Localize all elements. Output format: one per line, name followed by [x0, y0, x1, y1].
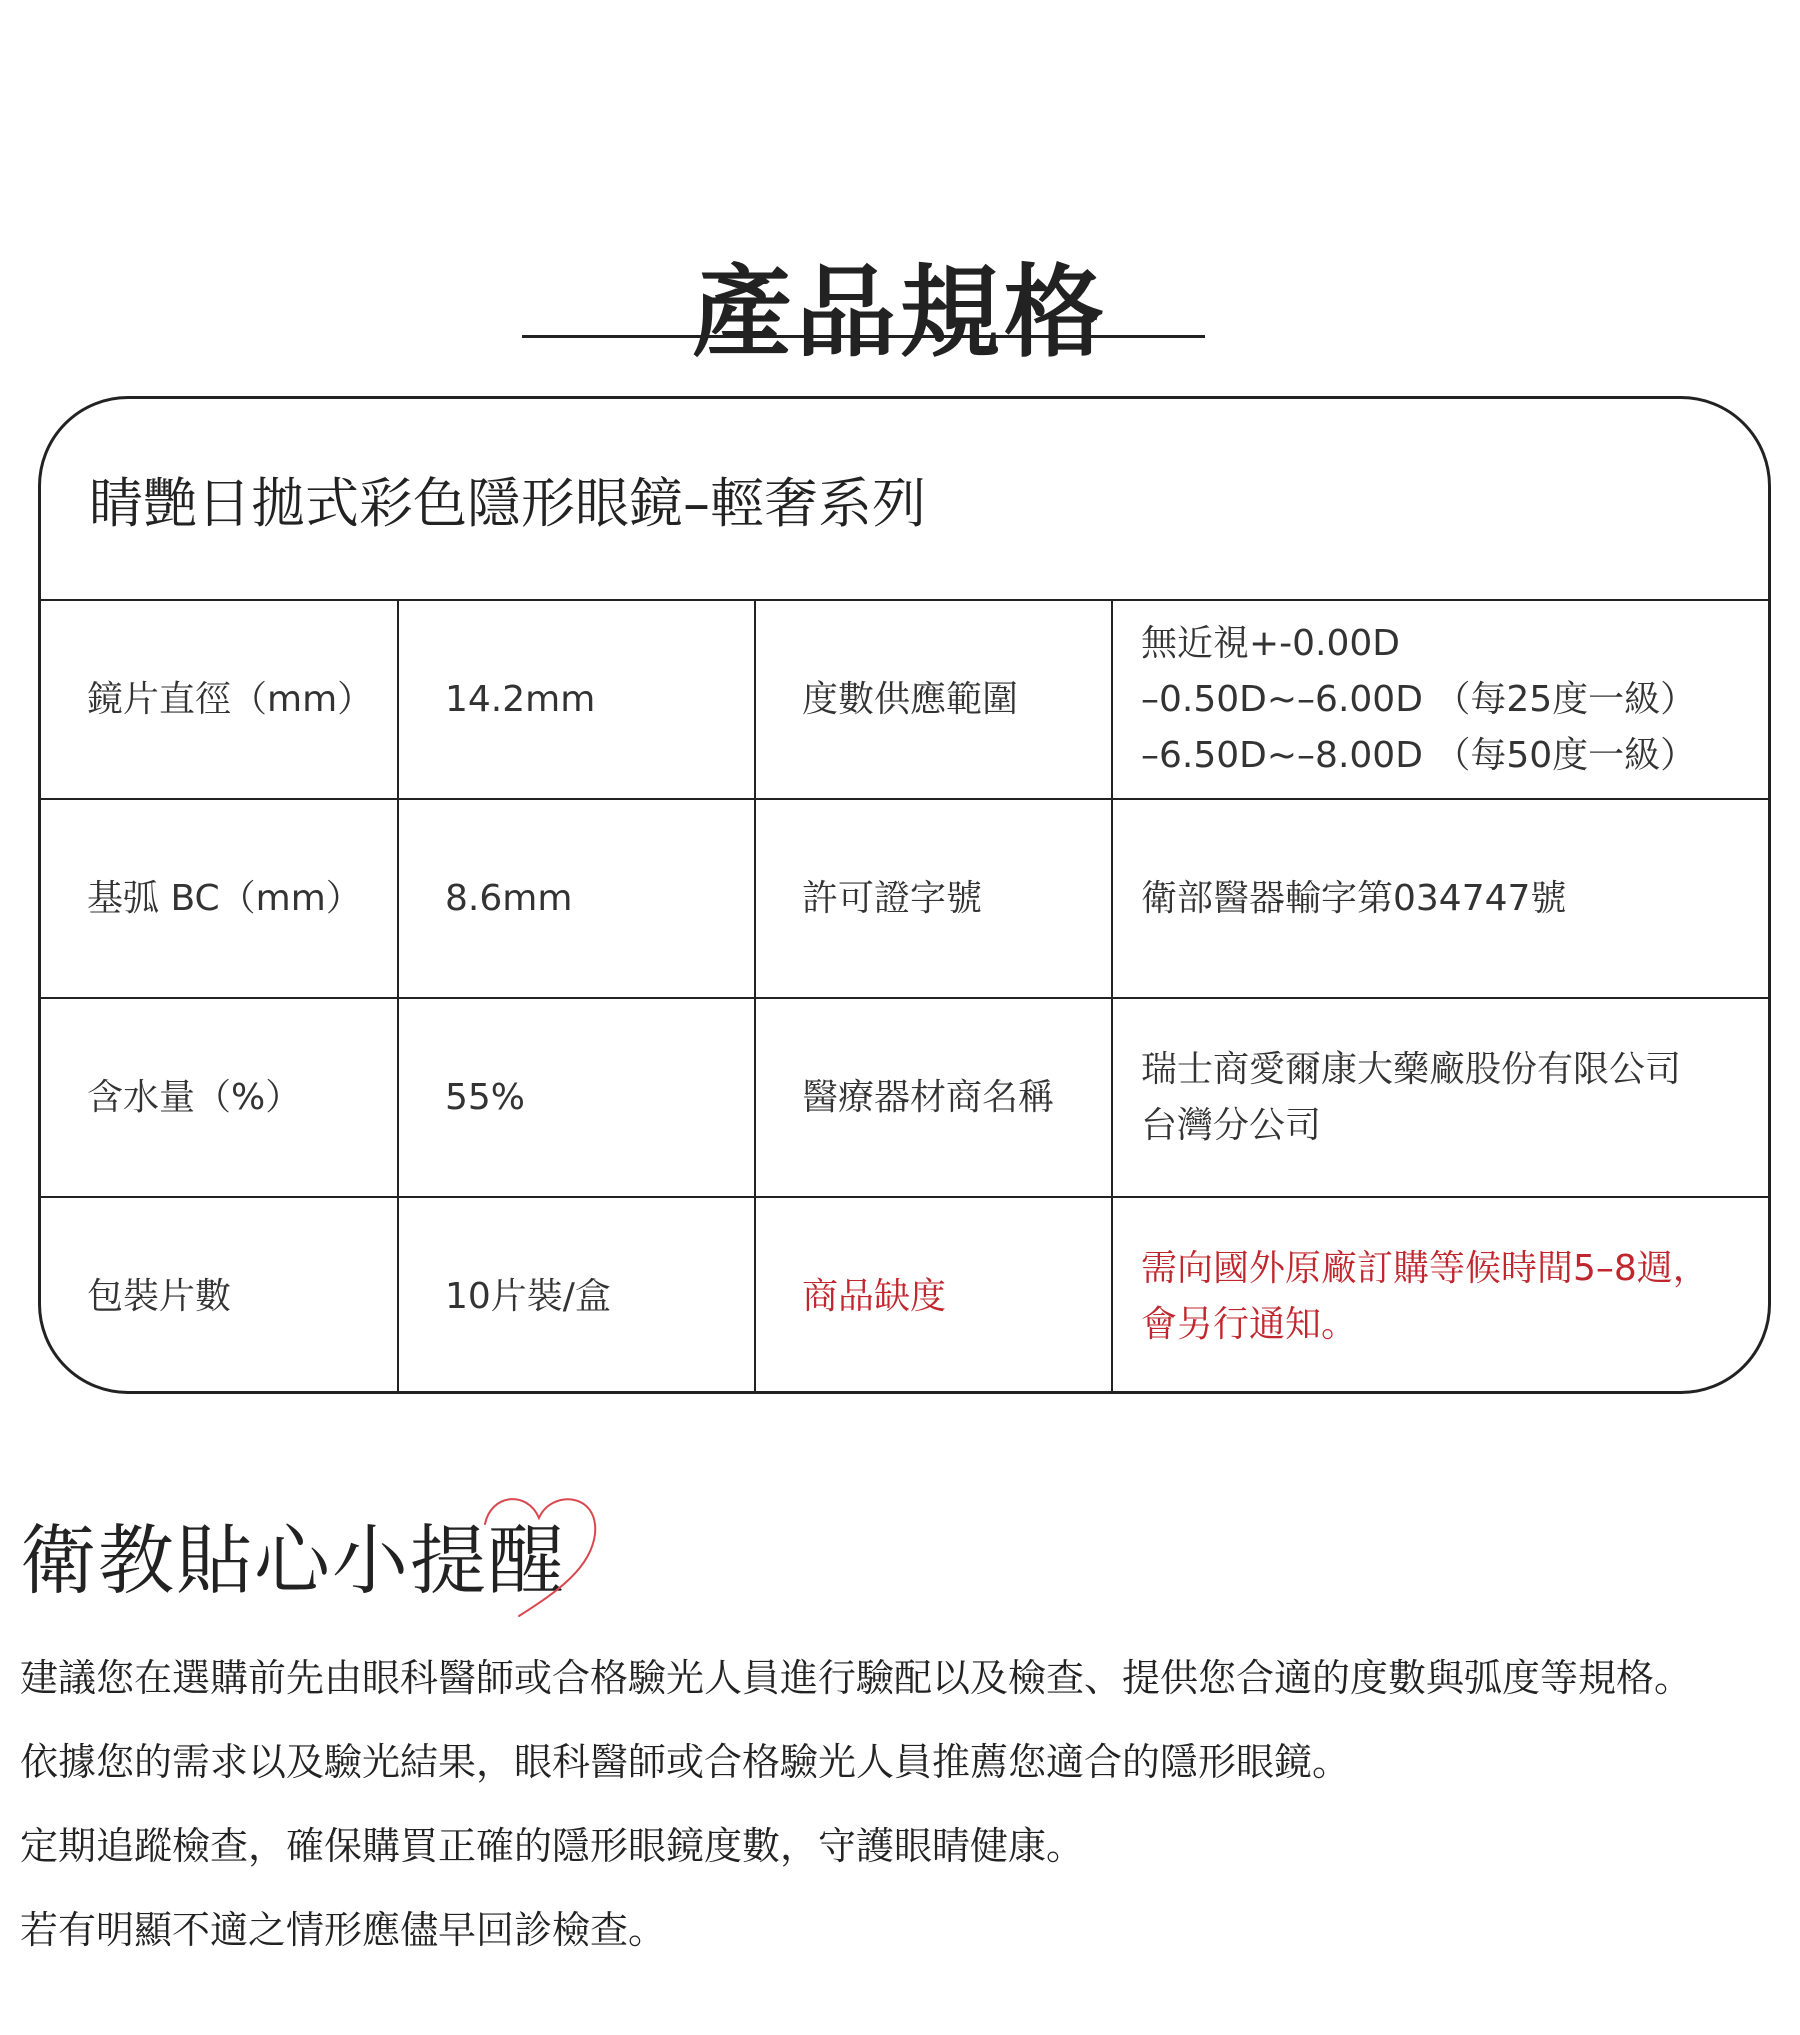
power-range-line: 無近視+-0.00D: [1141, 622, 1401, 664]
tips-heading-block: [20, 1488, 620, 1608]
spec-value-manufacturer: [1112, 998, 1771, 1197]
tips-heading: 衛教貼心小提醒: [20, 1516, 566, 1605]
spec-table: [41, 599, 1771, 1394]
spec-value-water-content: 55%: [398, 998, 755, 1197]
table-row: [41, 600, 1771, 799]
spec-label-pack-count: 包裝片數: [41, 1197, 398, 1394]
spec-value-out-of-stock-note: [1112, 1197, 1771, 1394]
tip-line: 定期追蹤檢查，確保購買正確的隱形眼鏡度數，守護眼睛健康。: [20, 1824, 1085, 1868]
table-row: [41, 799, 1771, 998]
table-row: [41, 1197, 1771, 1394]
product-name: 睛艷日拋式彩色隱形眼鏡–輕奢系列: [89, 472, 926, 535]
spec-card: [38, 396, 1771, 1394]
tip-line: 建議您在選購前先由眼科醫師或合格驗光人員進行驗配以及檢查、提供您合適的度數與弧度等規格。: [20, 1656, 1693, 1700]
spec-value-base-curve: 8.6mm: [398, 799, 755, 998]
power-range-line: –6.50D~–8.00D （每50度一級）: [1141, 734, 1697, 776]
tip-line: 若有明顯不適之情形應儘早回診檢查。: [20, 1908, 667, 1952]
stock-note-line: 會另行通知。: [1141, 1304, 1358, 1345]
spec-label-manufacturer: 醫療器材商名稱: [755, 998, 1112, 1197]
license-number-line: 衛部醫器輸字第034747號: [1141, 877, 1567, 919]
spec-value-lens-diameter: 14.2mm: [398, 600, 755, 799]
page-title: 產品規格: [692, 254, 1108, 371]
tips-list: [20, 1643, 1790, 1979]
spec-label-license-number: 許可證字號: [755, 799, 1112, 998]
heart-outline-icon: [475, 1488, 627, 1618]
spec-label-base-curve: 基弧 BC（mm）: [41, 799, 398, 998]
spec-value-power-range: [1112, 600, 1771, 799]
title-divider: [522, 335, 1205, 338]
stock-note-line: 需向國外原廠訂購等候時間5–8週，: [1141, 1248, 1709, 1289]
manufacturer-line: 台灣分公司: [1141, 1104, 1322, 1146]
spec-value-pack-count: 10片裝/盒: [398, 1197, 755, 1394]
spec-label-water-content: 含水量（%）: [41, 998, 398, 1197]
manufacturer-line: 瑞士商愛爾康大藥廠股份有限公司: [1141, 1048, 1682, 1090]
tip-line: 依據您的需求以及驗光結果，眼科醫師或合格驗光人員推薦您適合的隱形眼鏡。: [20, 1740, 1351, 1784]
spec-label-lens-diameter: 鏡片直徑（mm）: [41, 600, 398, 799]
table-row: [41, 998, 1771, 1197]
spec-label-out-of-stock: 商品缺度: [755, 1197, 1112, 1394]
spec-label-power-range: 度數供應範圍: [755, 600, 1112, 799]
power-range-line: –0.50D~–6.00D （每25度一級）: [1141, 678, 1697, 720]
spec-value-license-number: [1112, 799, 1771, 998]
